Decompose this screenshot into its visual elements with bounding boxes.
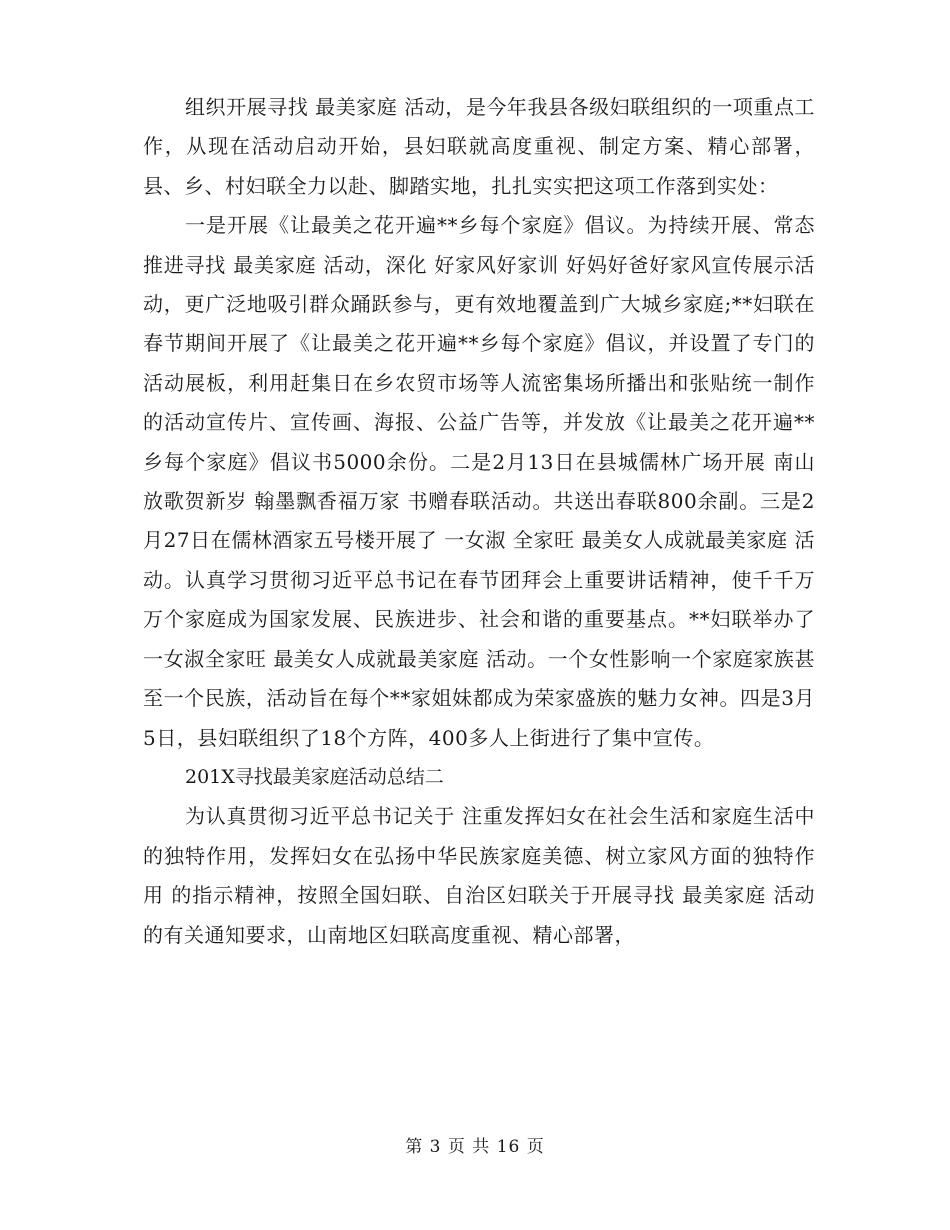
page-number-label: 第 3 页 共 16 页 [405,1137,545,1157]
paragraph-activities: 一是开展《让最美之花开遍**乡每个家庭》倡议。为持续开展、常态推进寻找 最美家庭 活动，深化 好家风好家训 好妈好爸好家风宣传展示活动，更广泛地吸引群众踊跃参与，更有效地覆盖到广大城乡家庭;**妇联在春节期间开展了《让最美之花开遍**乡每个家庭》倡议，并设置了专门的活动展板，利用赶集日在乡农贸市场等人流密集场所播出和张贴统一制作的活动宣传片、宣传画、海报、公益广告等，并发放《让最美之花开遍**乡每个家庭》倡议书5000余份。二是2月13日在县城儒林广场开展 南山放歌贺新岁 翰墨飘香福万家 书赠春联活动。共送出春联800余副。三是2月27日在儒林酒家五号楼开展了 一女淑 全家旺 最美女人成就最美家庭 活动。认真学习贯彻习近平总书记在春节团拜会上重要讲话精神，使千千万万个家庭成为国家发展、民族进步、社会和谐的重要基点。**妇联举办了 一女淑全家旺 最美女人成就最美家庭 活动。一个女性影响一个家庭家族甚至一个民族，活动旨在每个**家姐妹都成为荣家盛族的魅力女神。四是3月5日，县妇联组织了18个方阵，400多人上街进行了集中宣传。 [143,213,815,750]
paragraph-intro: 组织开展寻找 最美家庭 活动，是今年我县各级妇联组织的一项重点工作，从现在活动启动开始，县妇联就高度重视、制定方案、精心部署，县、乡、村妇联全力以赴、脚踏实地，扎扎实实把这项工作落到实处： [143,95,815,198]
page-footer [0,1132,950,1157]
document-body [143,88,815,955]
section-heading: 201X寻找最美家庭活动总结二 [185,765,444,788]
paragraph-section-two: 为认真贯彻习近平总书记关于 注重发挥妇女在社会生活和家庭生活中的独特作用，发挥妇女在弘扬中华民族家庭美德、树立家风方面的独特作用 的指示精神，按照全国妇联、自治区妇联关于开展寻找 最美家庭 活动的有关通知要求，山南地区妇联高度重视、精心部署， [143,804,815,947]
